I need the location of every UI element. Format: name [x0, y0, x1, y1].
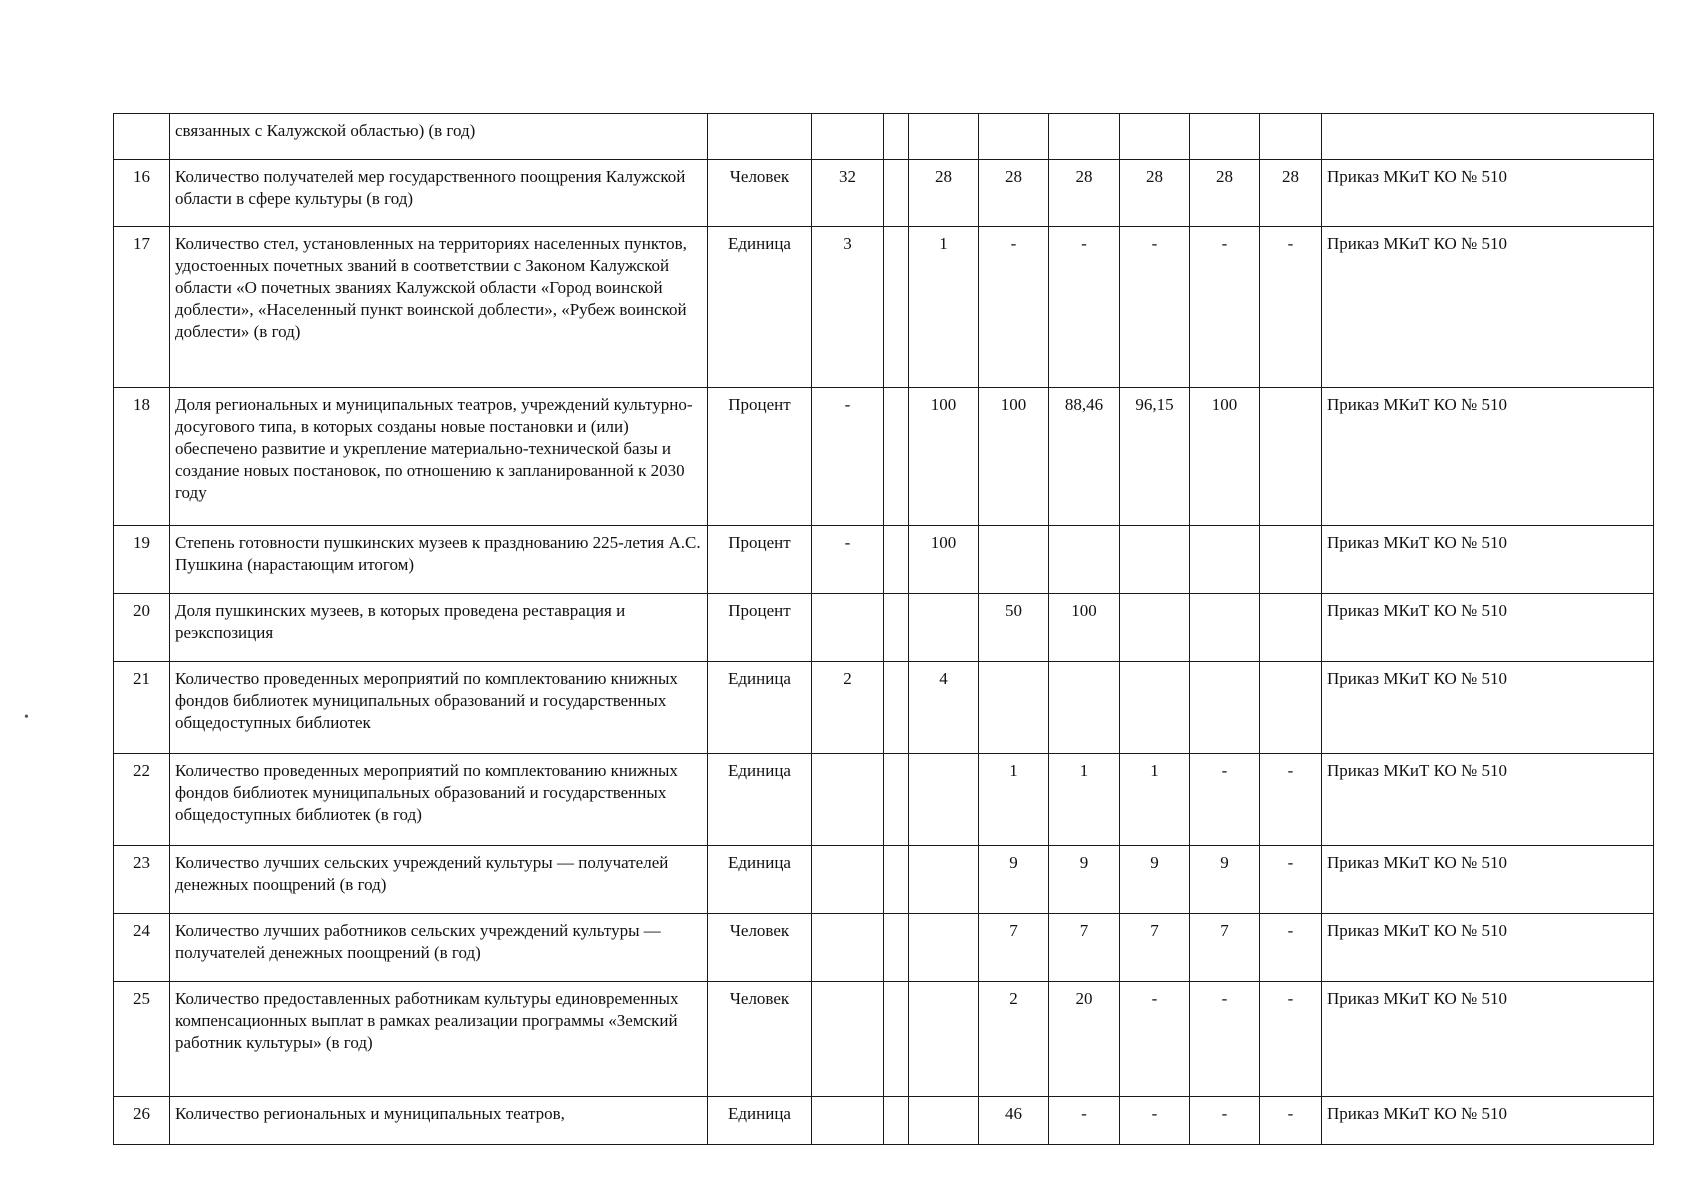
table-row	[114, 662, 1654, 754]
indicator-name-cell: Доля пушкинских музеев, в которых проведена реставрация и реэкспозиция	[170, 594, 708, 662]
year-value-cell: 1	[909, 227, 979, 388]
indicator-name-cell: Степень готовности пушкинских музеев к празднованию 225-летия А.С. Пушкина (нарастающим итогом)	[170, 526, 708, 594]
table-row	[114, 160, 1654, 227]
year-value-cell	[979, 526, 1049, 594]
base-value-cell	[812, 1097, 884, 1145]
year-value-cell	[909, 114, 979, 160]
year-value-cell: -	[1190, 1097, 1260, 1145]
indicator-name-cell: Количество лучших сельских учреждений культуры — получателей денежных поощрений (в год)	[170, 846, 708, 914]
source-document-cell: Приказ МКиТ КО № 510	[1322, 982, 1654, 1097]
year-value-cell: 88,46	[1049, 388, 1120, 526]
source-document-cell: Приказ МКиТ КО № 510	[1322, 227, 1654, 388]
year-value-cell	[1260, 662, 1322, 754]
year-value-cell: 100	[909, 526, 979, 594]
year-value-cell	[1260, 114, 1322, 160]
unit-cell: Процент	[708, 388, 812, 526]
year-value-cell: 7	[979, 914, 1049, 982]
row-number-cell: 20	[114, 594, 170, 662]
year-value-cell	[1260, 526, 1322, 594]
year-value-cell	[909, 754, 979, 846]
narrow-spacer-cell	[884, 846, 909, 914]
indicators-table	[113, 113, 1654, 1145]
year-value-cell: 28	[909, 160, 979, 227]
year-value-cell: -	[1049, 227, 1120, 388]
year-value-cell	[1120, 662, 1190, 754]
year-value-cell: -	[1120, 982, 1190, 1097]
year-value-cell: 9	[1049, 846, 1120, 914]
table-row	[114, 388, 1654, 526]
year-value-cell: 100	[979, 388, 1049, 526]
unit-cell: Единица	[708, 227, 812, 388]
row-number-cell: 25	[114, 982, 170, 1097]
base-value-cell	[812, 114, 884, 160]
table-row	[114, 594, 1654, 662]
year-value-cell: 100	[1049, 594, 1120, 662]
source-document-cell: Приказ МКиТ КО № 510	[1322, 594, 1654, 662]
unit-cell: Единица	[708, 1097, 812, 1145]
year-value-cell: 9	[979, 846, 1049, 914]
year-value-cell: 28	[1120, 160, 1190, 227]
year-value-cell	[1049, 526, 1120, 594]
year-value-cell	[1049, 114, 1120, 160]
source-document-cell: Приказ МКиТ КО № 510	[1322, 160, 1654, 227]
year-value-cell: 46	[979, 1097, 1049, 1145]
narrow-spacer-cell	[884, 982, 909, 1097]
unit-cell: Единица	[708, 846, 812, 914]
source-document-cell: Приказ МКиТ КО № 510	[1322, 754, 1654, 846]
base-value-cell	[812, 594, 884, 662]
unit-cell: Единица	[708, 754, 812, 846]
base-value-cell	[812, 982, 884, 1097]
source-document-cell: Приказ МКиТ КО № 510	[1322, 662, 1654, 754]
year-value-cell: 7	[1120, 914, 1190, 982]
narrow-spacer-cell	[884, 594, 909, 662]
year-value-cell: 100	[909, 388, 979, 526]
unit-cell: Единица	[708, 662, 812, 754]
indicator-name-cell: Количество получателей мер государственного поощрения Калужской области в сфере культуры (в год)	[170, 160, 708, 227]
year-value-cell: 50	[979, 594, 1049, 662]
year-value-cell: -	[979, 227, 1049, 388]
indicator-name-cell: связанных с Калужской областью) (в год)	[170, 114, 708, 160]
table-row	[114, 227, 1654, 388]
year-value-cell: -	[1260, 227, 1322, 388]
year-value-cell: -	[1120, 1097, 1190, 1145]
year-value-cell	[909, 982, 979, 1097]
year-value-cell	[1260, 594, 1322, 662]
indicator-name-cell: Доля региональных и муниципальных театров, учреждений культурно-досугового типа, в которых созданы новые постановки и (или) обеспечено развитие и укрепление материально-технической базы и создание новых постановок, по отношению к запланированной к 2030 году	[170, 388, 708, 526]
year-value-cell	[1120, 114, 1190, 160]
year-value-cell: 1	[1120, 754, 1190, 846]
year-value-cell	[1190, 662, 1260, 754]
year-value-cell	[1260, 388, 1322, 526]
indicator-name-cell: Количество региональных и муниципальных театров,	[170, 1097, 708, 1145]
year-value-cell: -	[1120, 227, 1190, 388]
narrow-spacer-cell	[884, 662, 909, 754]
year-value-cell	[1190, 526, 1260, 594]
year-value-cell: -	[1260, 846, 1322, 914]
row-number-cell: 17	[114, 227, 170, 388]
year-value-cell	[909, 914, 979, 982]
year-value-cell	[1190, 114, 1260, 160]
base-value-cell	[812, 754, 884, 846]
narrow-spacer-cell	[884, 114, 909, 160]
year-value-cell: -	[1260, 982, 1322, 1097]
narrow-spacer-cell	[884, 388, 909, 526]
year-value-cell: 1	[1049, 754, 1120, 846]
year-value-cell	[909, 594, 979, 662]
year-value-cell: -	[1049, 1097, 1120, 1145]
year-value-cell	[909, 1097, 979, 1145]
row-number-cell: 26	[114, 1097, 170, 1145]
year-value-cell: 20	[1049, 982, 1120, 1097]
base-value-cell: 2	[812, 662, 884, 754]
year-value-cell: -	[1190, 754, 1260, 846]
year-value-cell	[979, 114, 1049, 160]
year-value-cell: 28	[1260, 160, 1322, 227]
year-value-cell: 1	[979, 754, 1049, 846]
indicator-name-cell: Количество лучших работников сельских учреждений культуры — получателей денежных поощрений (в год)	[170, 914, 708, 982]
base-value-cell: 32	[812, 160, 884, 227]
year-value-cell: 2	[979, 982, 1049, 1097]
table-row	[114, 846, 1654, 914]
year-value-cell: 100	[1190, 388, 1260, 526]
table-row	[114, 914, 1654, 982]
indicator-name-cell: Количество стел, установленных на территориях населенных пунктов, удостоенных почетных званий в соответствии с Законом Калужской области «О почетных званиях Калужской области «Город воинской доблести», «Населенный пункт воинской доблести», «Рубеж воинской доблести» (в год)	[170, 227, 708, 388]
base-value-cell: -	[812, 526, 884, 594]
year-value-cell: 28	[1190, 160, 1260, 227]
row-number-cell: 19	[114, 526, 170, 594]
year-value-cell: 9	[1120, 846, 1190, 914]
indicator-name-cell: Количество проведенных мероприятий по комплектованию книжных фондов библиотек муниципальных образований и государственных общедоступных библиотек	[170, 662, 708, 754]
year-value-cell	[979, 662, 1049, 754]
year-value-cell	[1190, 594, 1260, 662]
year-value-cell: 7	[1049, 914, 1120, 982]
row-number-cell: 18	[114, 388, 170, 526]
row-number-cell: 24	[114, 914, 170, 982]
year-value-cell: -	[1260, 914, 1322, 982]
row-number-cell	[114, 114, 170, 160]
table-row	[114, 754, 1654, 846]
row-number-cell: 22	[114, 754, 170, 846]
year-value-cell: 28	[1049, 160, 1120, 227]
year-value-cell: 96,15	[1120, 388, 1190, 526]
unit-cell: Процент	[708, 526, 812, 594]
year-value-cell	[1120, 526, 1190, 594]
row-number-cell: 21	[114, 662, 170, 754]
table-row	[114, 526, 1654, 594]
source-document-cell: Приказ МКиТ КО № 510	[1322, 914, 1654, 982]
narrow-spacer-cell	[884, 914, 909, 982]
source-document-cell: Приказ МКиТ КО № 510	[1322, 846, 1654, 914]
unit-cell: Человек	[708, 982, 812, 1097]
table-row	[114, 982, 1654, 1097]
source-document-cell	[1322, 114, 1654, 160]
unit-cell: Человек	[708, 160, 812, 227]
year-value-cell: -	[1260, 754, 1322, 846]
year-value-cell	[1049, 662, 1120, 754]
year-value-cell: -	[1190, 227, 1260, 388]
narrow-spacer-cell	[884, 160, 909, 227]
narrow-spacer-cell	[884, 227, 909, 388]
year-value-cell: -	[1190, 982, 1260, 1097]
unit-cell	[708, 114, 812, 160]
year-value-cell	[1120, 594, 1190, 662]
base-value-cell: -	[812, 388, 884, 526]
table-row	[114, 114, 1654, 160]
base-value-cell	[812, 914, 884, 982]
row-number-cell: 16	[114, 160, 170, 227]
unit-cell: Процент	[708, 594, 812, 662]
source-document-cell: Приказ МКиТ КО № 510	[1322, 388, 1654, 526]
narrow-spacer-cell	[884, 526, 909, 594]
year-value-cell: 4	[909, 662, 979, 754]
year-value-cell: 9	[1190, 846, 1260, 914]
base-value-cell	[812, 846, 884, 914]
narrow-spacer-cell	[884, 754, 909, 846]
source-document-cell: Приказ МКиТ КО № 510	[1322, 526, 1654, 594]
year-value-cell: -	[1260, 1097, 1322, 1145]
table-row	[114, 1097, 1654, 1145]
row-number-cell: 23	[114, 846, 170, 914]
source-document-cell: Приказ МКиТ КО № 510	[1322, 1097, 1654, 1145]
unit-cell: Человек	[708, 914, 812, 982]
year-value-cell	[909, 846, 979, 914]
indicator-name-cell: Количество предоставленных работникам культуры единовременных компенсационных выплат в рамках реализации программы «Земский работник культуры» (в год)	[170, 982, 708, 1097]
year-value-cell: 7	[1190, 914, 1260, 982]
base-value-cell: 3	[812, 227, 884, 388]
year-value-cell: 28	[979, 160, 1049, 227]
indicator-name-cell: Количество проведенных мероприятий по комплектованию книжных фондов библиотек муниципальных образований и государственных общедоступных библиотек (в год)	[170, 754, 708, 846]
narrow-spacer-cell	[884, 1097, 909, 1145]
scan-mark: •	[24, 710, 29, 725]
